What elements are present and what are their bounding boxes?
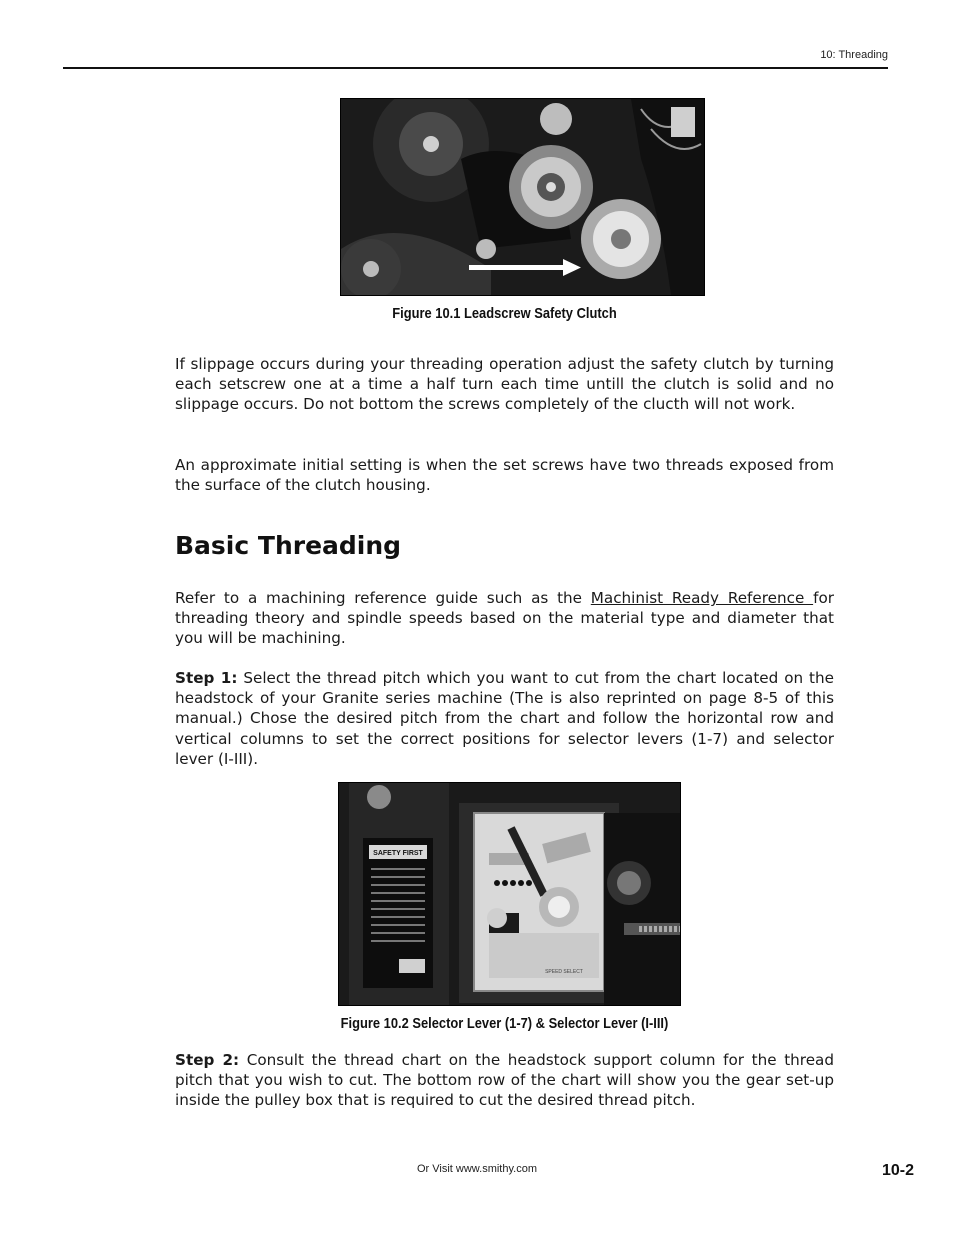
speed-select-label: SPEED SELECT [545,969,583,975]
footer-visit-text: Or Visit www.smithy.com [417,1163,537,1175]
machinist-ready-reference-title: Machinist Ready Reference [590,589,814,607]
step-1-label: Step 1: [175,669,238,687]
step-2-label: Step 2: [175,1051,240,1069]
reference-text-before: Refer to a machining reference guide such as the [175,589,591,607]
figure-10-1-photo [340,98,705,296]
selector-lever-illustration [339,783,680,1005]
safety-first-placard-label: SAFETY FIRST [373,850,423,857]
intro-paragraph-2: An approximate initial setting is when the set screws have two threads exposed from the surface of the clutch housing. [175,456,834,495]
leadscrew-clutch-illustration [341,99,704,295]
step-2-text: Consult the thread chart on the headstock support column for the thread pitch that you wish to cut. The bottom row of the chart will show you the gear set-up inside the pulley box that is required to cut the desired thread pitch. [175,1051,834,1110]
figure-10-2-caption: Figure 10.2 Selector Lever (1-7) & Selector Lever (I-III) [340,1015,669,1032]
header-section-label: 10: Threading [820,49,888,61]
section-title: Basic Threading [175,531,402,560]
figure-10-2-photo [338,782,681,1006]
page-number: 10-2 [881,1162,914,1179]
figure-10-1-caption: Figure 10.1 Leadscrew Safety Clutch [392,305,617,322]
step-2-paragraph [175,1050,834,1111]
reference-paragraph [175,588,834,649]
intro-paragraph-1: If slippage occurs during your threading operation adjust the safety clutch by turning each setscrew one at a time a half turn each time untill the clutch is solid and no slippage occurs. Do not bottom the screws completely of the clucth will not work. [175,355,834,414]
step-1-text: Select the thread pitch which you want to cut from the chart located on the headstock of your Granite series machine (The is also reprinted on page 8-5 of this manual.) Chose the desired pitch from the chart and follow the horizontal row and vertical columns to set the correct positions for selector levers (1-7) and selector lever (I-III). [175,669,834,768]
step-1-paragraph [175,668,834,769]
header-rule [63,67,888,69]
reference-text-after: for threading theory and spindle speeds based on the material type and diameter that you will be machining. [175,589,834,648]
